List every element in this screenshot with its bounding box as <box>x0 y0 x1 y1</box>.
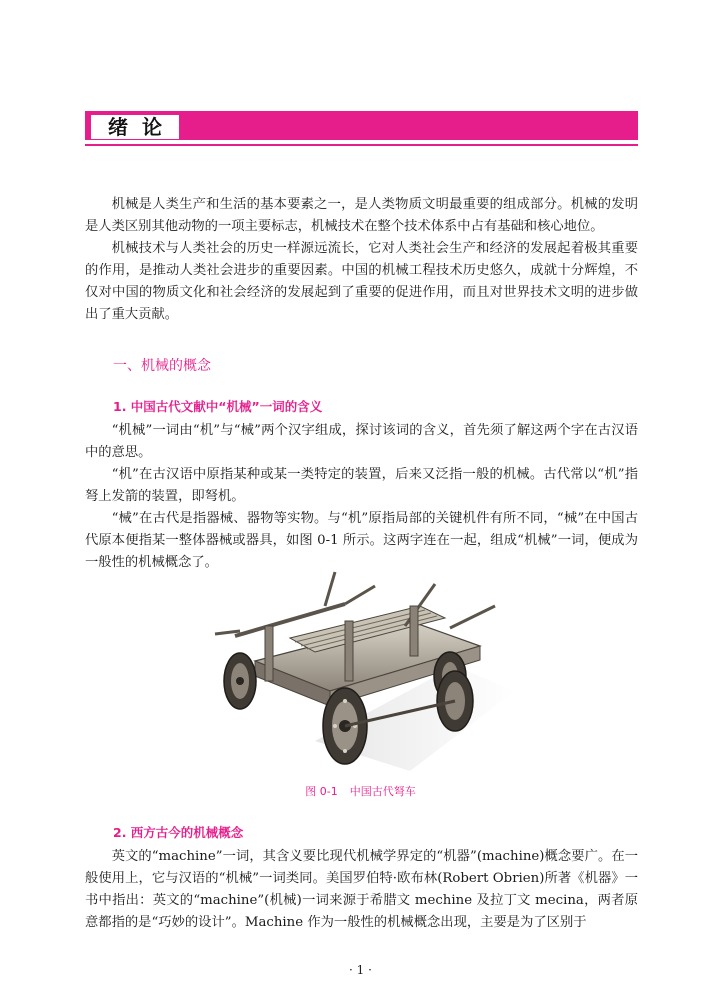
chapter-title-box <box>91 115 179 139</box>
sub1-paragraph-1: “机械”一词由“机”与“械”两个汉字组成，探讨该词的含义，首先须了解这两个字在古汉语中的意思。 <box>85 423 638 460</box>
chapter-underline <box>85 144 638 146</box>
subsection-heading-1: 1. 中国古代文献中“机械”一词的含义 <box>113 399 323 414</box>
intro-block <box>85 194 638 326</box>
sub1-paragraph-3: “械”在古代是指器械、器物等实物。与“机”原指局部的关键机件有所不同，“械”在中国古代原本便指某一整体器械或器具，如图 0-1 所示。这两字连在一起，组成“机械”一词，便成为一般性的机械概念了。 <box>85 511 638 570</box>
intro-paragraph-2: 机械技术与人类社会的历史一样源远流长，它对人类社会生产和经济的发展起着极其重要的作用，是推动人类社会进步的重要因素。中国的机械工程技术历史悠久，成就十分辉煌，不仅对中国的物质文化和社会经济的发展起到了重要的促进作用，而且对世界技术文明的进步做出了重大贡献。 <box>85 241 638 322</box>
section-heading: 一、机械的概念 <box>113 358 211 374</box>
page-number: · 1 · <box>349 963 372 977</box>
subsection-2-body <box>85 846 638 934</box>
crossbow-cart-figure <box>195 566 525 776</box>
figure-number: 图 0-1 <box>305 785 338 798</box>
sub2-paragraph-1: 英文的“machine”一词，其含义要比现代机械学界定的“机器”(machine)概念要广。在一般使用上，它与汉语的“机械”一词类同。美国罗伯特·欧布林(Robert Obrien)所著《机器》一书中指出：英文的“machine”(机械)一词来源于希腊文 mechine 及拉丁文 mecina，两者原意都指的是“巧妙的设计”。Machine 作为一般性的机械概念出现，主要是为了区别于 <box>85 849 638 930</box>
intro-paragraph-1: 机械是人类生产和生活的基本要素之一，是人类物质文明最重要的组成部分。机械的发明是人类区别其他动物的一项主要标志，机械技术在整个技术体系中占有基础和核心地位。 <box>85 197 638 234</box>
figure-caption-text: 中国古代弩车 <box>349 785 416 798</box>
wheel-back-left <box>224 653 256 709</box>
chapter-banner <box>85 111 638 140</box>
figure-caption <box>0 783 721 799</box>
subsection-1-body <box>85 420 638 574</box>
crossbow-cart-illustration <box>195 566 525 776</box>
subsection-heading-2: 2. 西方古今的机械概念 <box>113 825 244 840</box>
sub1-paragraph-2: “机”在古汉语中原指某种或某一类特定的装置，后来又泛指一般的机械。古代常以“机”指弩上发箭的装置，即弩机。 <box>85 467 638 504</box>
chapter-title: 绪论 <box>108 115 176 139</box>
